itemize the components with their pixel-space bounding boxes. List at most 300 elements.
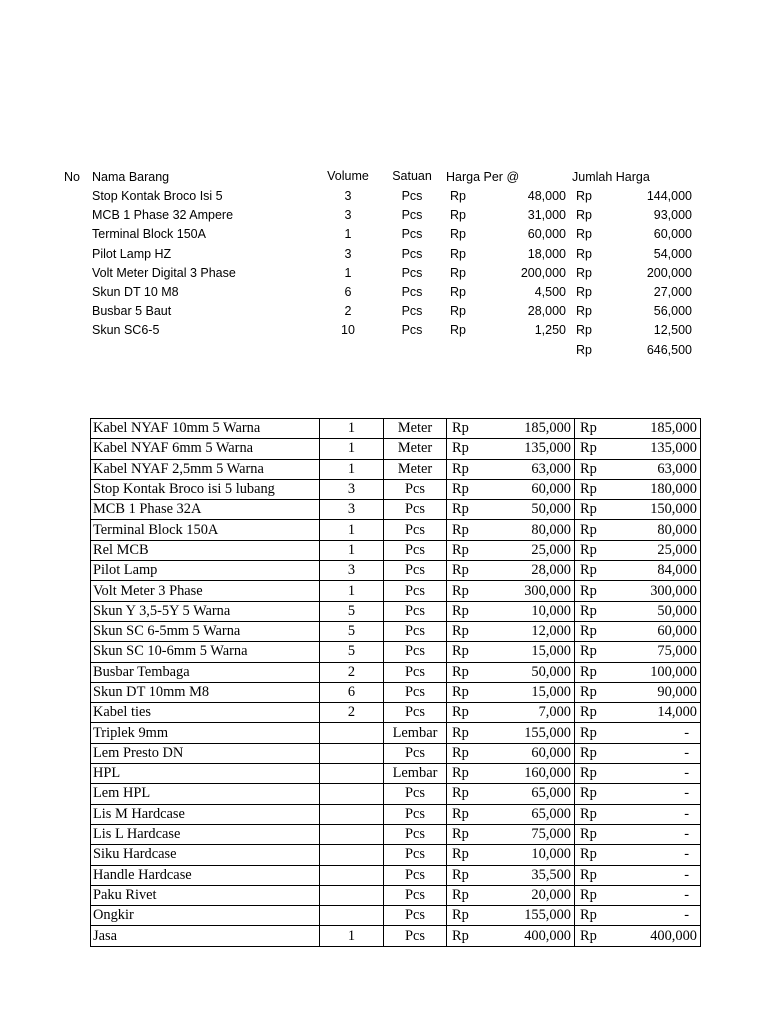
currency-label: Rp xyxy=(452,927,469,944)
price-amount: 400,000 xyxy=(524,927,571,944)
summary-item-volume: 10 xyxy=(341,323,355,338)
summary-item-price: 60,000 xyxy=(527,227,566,242)
item-price-cell xyxy=(447,500,575,520)
price-amount: 20,000 xyxy=(531,886,571,903)
item-name-cell: Kabel NYAF 10mm 5 Warna xyxy=(91,419,320,439)
summary-item-volume: 1 xyxy=(344,265,352,280)
total-amount: - xyxy=(684,826,689,843)
price-amount: 300,000 xyxy=(524,582,571,599)
item-unit-cell: Pcs xyxy=(384,621,447,641)
price-amount: 12,000 xyxy=(531,623,571,640)
total-amount: 63,000 xyxy=(657,460,697,477)
item-name-cell: Siku Hardcase xyxy=(91,845,320,865)
item-name-cell: Handle Hardcase xyxy=(91,865,320,885)
currency-label: Rp xyxy=(580,684,597,700)
currency-label: Rp xyxy=(580,541,597,558)
item-total-cell xyxy=(575,824,701,844)
item-unit-cell: Lembar xyxy=(384,723,447,743)
currency-label: Rp xyxy=(452,724,469,741)
price-amount: 155,000 xyxy=(524,724,571,741)
total-amount: 80,000 xyxy=(657,521,697,538)
currency-label: Rp xyxy=(580,623,597,640)
total-amount: 400,000 xyxy=(650,927,697,944)
currency-label: Rp xyxy=(580,907,597,924)
item-volume-cell: 6 xyxy=(320,682,384,702)
item-price-cell xyxy=(447,662,575,682)
currency-label: Rp xyxy=(580,521,597,538)
summary-item-unit: Pcs xyxy=(401,285,423,299)
summary-item-price: 200,000 xyxy=(520,265,566,280)
item-unit-cell: Meter xyxy=(384,459,447,479)
item-name-cell: Terminal Block 150A xyxy=(91,520,320,540)
total-amount: 50,000 xyxy=(657,602,697,619)
summary-currency-label: Rp xyxy=(576,208,592,223)
price-amount: 35,500 xyxy=(531,866,571,883)
item-name-cell: HPL xyxy=(91,764,320,784)
price-amount: 50,000 xyxy=(531,663,571,680)
currency-label: Rp xyxy=(452,846,469,863)
item-name-cell: MCB 1 Phase 32A xyxy=(91,500,320,520)
summary-item-name: Pilot Lamp HZ xyxy=(92,246,172,261)
price-amount: 185,000 xyxy=(524,420,571,437)
item-volume-cell xyxy=(320,764,384,784)
total-amount: - xyxy=(684,866,689,883)
table-row xyxy=(91,703,701,723)
total-amount: - xyxy=(684,907,689,924)
item-name-cell: Kabel ties xyxy=(91,703,320,723)
grand-total-currency: Rp xyxy=(576,342,592,357)
summary-item-total: 56,000 xyxy=(653,304,692,319)
item-volume-cell: 5 xyxy=(320,601,384,621)
price-amount: 80,000 xyxy=(531,521,571,538)
summary-item-name: Terminal Block 150A xyxy=(92,227,206,242)
item-price-cell xyxy=(447,885,575,905)
item-unit-cell: Pcs xyxy=(384,703,447,723)
table-row xyxy=(91,662,701,682)
item-unit-cell: Pcs xyxy=(384,581,447,601)
item-volume-cell: 3 xyxy=(320,500,384,520)
summary-item-unit: Pcs xyxy=(401,304,423,319)
summary-item-volume: 3 xyxy=(344,189,352,203)
item-total-cell xyxy=(575,784,701,804)
item-volume-cell xyxy=(320,723,384,743)
currency-label: Rp xyxy=(580,744,597,761)
table-row xyxy=(91,601,701,621)
summary-currency-label: Rp xyxy=(576,304,592,319)
table-row xyxy=(91,581,701,601)
table-row xyxy=(91,824,701,844)
currency-label: Rp xyxy=(452,684,469,700)
item-volume-cell xyxy=(320,743,384,763)
summary-currency-label: Rp xyxy=(450,265,466,280)
summary-currency-label: Rp xyxy=(450,285,466,299)
item-volume-cell: 3 xyxy=(320,479,384,499)
item-price-cell xyxy=(447,703,575,723)
table-row xyxy=(91,540,701,560)
currency-label: Rp xyxy=(580,846,597,863)
item-unit-cell: Pcs xyxy=(384,561,447,581)
item-price-cell xyxy=(447,581,575,601)
total-amount: 300,000 xyxy=(650,582,697,599)
item-name-cell: Volt Meter 3 Phase xyxy=(91,581,320,601)
item-name-cell: Skun Y 3,5-5Y 5 Warna xyxy=(91,601,320,621)
item-name-cell: Rel MCB xyxy=(91,540,320,560)
item-volume-cell: 2 xyxy=(320,662,384,682)
summary-item-volume: 6 xyxy=(344,285,352,299)
total-amount: - xyxy=(684,744,689,761)
price-amount: 15,000 xyxy=(531,684,571,700)
item-total-cell xyxy=(575,540,701,560)
currency-label: Rp xyxy=(580,501,597,518)
item-price-cell xyxy=(447,459,575,479)
price-amount: 28,000 xyxy=(531,562,571,579)
item-price-cell xyxy=(447,743,575,763)
item-total-cell xyxy=(575,500,701,520)
summary-item-total: 12,500 xyxy=(653,323,692,338)
price-amount: 75,000 xyxy=(531,826,571,843)
item-unit-cell: Pcs xyxy=(384,804,447,824)
currency-label: Rp xyxy=(452,562,469,579)
summary-item-total: 27,000 xyxy=(653,285,692,299)
total-amount: - xyxy=(684,886,689,903)
item-volume-cell xyxy=(320,865,384,885)
currency-label: Rp xyxy=(452,805,469,822)
total-amount: 185,000 xyxy=(650,420,697,437)
item-name-cell: Paku Rivet xyxy=(91,885,320,905)
summary-currency-label: Rp xyxy=(576,227,592,242)
item-total-cell xyxy=(575,581,701,601)
total-amount: 75,000 xyxy=(657,643,697,660)
currency-label: Rp xyxy=(452,501,469,518)
price-amount: 65,000 xyxy=(531,805,571,822)
item-unit-cell: Pcs xyxy=(384,500,447,520)
currency-label: Rp xyxy=(580,886,597,903)
price-amount: 50,000 xyxy=(531,501,571,518)
item-volume-cell: 5 xyxy=(320,642,384,662)
price-amount: 155,000 xyxy=(524,907,571,924)
summary-item-price: 31,000 xyxy=(527,208,566,223)
summary-item-price: 48,000 xyxy=(527,189,566,203)
total-amount: - xyxy=(684,724,689,741)
item-total-cell xyxy=(575,459,701,479)
item-price-cell xyxy=(447,439,575,459)
total-amount: 14,000 xyxy=(657,704,697,721)
summary-item-total: 200,000 xyxy=(646,265,692,280)
currency-label: Rp xyxy=(452,521,469,538)
summary-currency-label: Rp xyxy=(576,265,592,280)
summary-item-name: Busbar 5 Baut xyxy=(92,304,172,319)
item-total-cell xyxy=(575,621,701,641)
currency-label: Rp xyxy=(452,602,469,619)
summary-item-total: 60,000 xyxy=(653,227,692,242)
item-unit-cell: Pcs xyxy=(384,642,447,662)
item-unit-cell: Pcs xyxy=(384,662,447,682)
item-volume-cell xyxy=(320,804,384,824)
item-name-cell: Triplek 9mm xyxy=(91,723,320,743)
item-total-cell xyxy=(575,601,701,621)
currency-label: Rp xyxy=(580,440,597,457)
item-name-cell: Busbar Tembaga xyxy=(91,662,320,682)
total-amount: 90,000 xyxy=(657,684,697,700)
item-unit-cell: Pcs xyxy=(384,784,447,804)
item-volume-cell xyxy=(320,784,384,804)
table-row xyxy=(91,784,701,804)
currency-label: Rp xyxy=(452,785,469,802)
item-name-cell: Lis L Hardcase xyxy=(91,824,320,844)
table-row xyxy=(91,804,701,824)
currency-label: Rp xyxy=(580,866,597,883)
currency-label: Rp xyxy=(452,886,469,903)
item-unit-cell: Pcs xyxy=(384,479,447,499)
summary-currency-label: Rp xyxy=(450,189,466,203)
summary-item-name: Stop Kontak Broco Isi 5 xyxy=(92,189,223,203)
currency-label: Rp xyxy=(580,460,597,477)
item-unit-cell: Lembar xyxy=(384,764,447,784)
currency-label: Rp xyxy=(452,643,469,660)
item-name-cell: Pilot Lamp xyxy=(91,561,320,581)
item-volume-cell xyxy=(320,885,384,905)
currency-label: Rp xyxy=(452,663,469,680)
summary-item-price: 4,500 xyxy=(534,285,566,299)
table-row xyxy=(91,764,701,784)
item-name-cell: Skun SC 10-6mm 5 Warna xyxy=(91,642,320,662)
price-amount: 10,000 xyxy=(531,846,571,863)
currency-label: Rp xyxy=(452,582,469,599)
item-price-cell xyxy=(447,723,575,743)
currency-label: Rp xyxy=(580,785,597,802)
total-amount: 150,000 xyxy=(650,501,697,518)
summary-item-total: 93,000 xyxy=(653,208,692,223)
currency-label: Rp xyxy=(452,623,469,640)
item-name-cell: Skun DT 10mm M8 xyxy=(91,682,320,702)
summary-item-unit: Pcs xyxy=(401,208,423,223)
header-unit: Satuan xyxy=(392,169,432,183)
price-amount: 63,000 xyxy=(531,460,571,477)
currency-label: Rp xyxy=(580,643,597,660)
grand-total-value: 646,500 xyxy=(646,342,692,357)
item-volume-cell xyxy=(320,906,384,926)
item-unit-cell: Pcs xyxy=(384,540,447,560)
item-price-cell xyxy=(447,865,575,885)
detail-table xyxy=(90,418,701,947)
item-price-cell xyxy=(447,764,575,784)
item-total-cell xyxy=(575,439,701,459)
item-price-cell xyxy=(447,784,575,804)
item-name-cell: Stop Kontak Broco isi 5 lubang xyxy=(91,479,320,499)
item-price-cell xyxy=(447,540,575,560)
summary-item-name: Skun SC6-5 xyxy=(92,323,160,338)
item-unit-cell: Pcs xyxy=(384,926,447,946)
item-unit-cell: Pcs xyxy=(384,885,447,905)
item-volume-cell: 5 xyxy=(320,621,384,641)
item-volume-cell: 2 xyxy=(320,703,384,723)
item-price-cell xyxy=(447,845,575,865)
total-amount: 84,000 xyxy=(657,562,697,579)
currency-label: Rp xyxy=(452,744,469,761)
total-amount: - xyxy=(684,805,689,822)
item-volume-cell xyxy=(320,824,384,844)
currency-label: Rp xyxy=(580,582,597,599)
price-amount: 10,000 xyxy=(531,602,571,619)
item-total-cell xyxy=(575,419,701,439)
item-volume-cell: 1 xyxy=(320,520,384,540)
table-row xyxy=(91,459,701,479)
item-total-cell xyxy=(575,885,701,905)
item-unit-cell: Pcs xyxy=(384,520,447,540)
currency-label: Rp xyxy=(580,826,597,843)
summary-currency-label: Rp xyxy=(576,285,592,299)
item-name-cell: Kabel NYAF 2,5mm 5 Warna xyxy=(91,459,320,479)
table-row xyxy=(91,439,701,459)
price-amount: 15,000 xyxy=(531,643,571,660)
summary-currency-label: Rp xyxy=(450,227,466,242)
currency-label: Rp xyxy=(452,420,469,437)
item-unit-cell: Meter xyxy=(384,419,447,439)
item-price-cell xyxy=(447,642,575,662)
currency-label: Rp xyxy=(452,907,469,924)
item-total-cell xyxy=(575,703,701,723)
item-total-cell xyxy=(575,804,701,824)
summary-item-name: MCB 1 Phase 32 Ampere xyxy=(92,208,234,223)
table-row xyxy=(91,682,701,702)
item-total-cell xyxy=(575,642,701,662)
item-name-cell: Lem HPL xyxy=(91,784,320,804)
summary-currency-label: Rp xyxy=(576,189,592,203)
item-total-cell xyxy=(575,865,701,885)
item-price-cell xyxy=(447,926,575,946)
currency-label: Rp xyxy=(580,704,597,721)
price-amount: 135,000 xyxy=(524,440,571,457)
summary-item-price: 18,000 xyxy=(527,246,566,261)
summary-item-total: 54,000 xyxy=(653,246,692,261)
currency-label: Rp xyxy=(452,541,469,558)
item-volume-cell: 1 xyxy=(320,540,384,560)
item-name-cell: Skun SC 6-5mm 5 Warna xyxy=(91,621,320,641)
item-name-cell: Lis M Hardcase xyxy=(91,804,320,824)
item-total-cell xyxy=(575,845,701,865)
currency-label: Rp xyxy=(452,866,469,883)
item-unit-cell: Pcs xyxy=(384,682,447,702)
item-total-cell xyxy=(575,682,701,702)
table-row xyxy=(91,520,701,540)
item-total-cell xyxy=(575,520,701,540)
table-row xyxy=(91,845,701,865)
currency-label: Rp xyxy=(580,420,597,437)
item-volume-cell: 1 xyxy=(320,581,384,601)
currency-label: Rp xyxy=(580,805,597,822)
item-price-cell xyxy=(447,520,575,540)
table-row xyxy=(91,500,701,520)
currency-label: Rp xyxy=(452,481,469,498)
item-unit-cell: Meter xyxy=(384,439,447,459)
summary-item-name: Volt Meter Digital 3 Phase xyxy=(92,265,236,280)
item-name-cell: Kabel NYAF 6mm 5 Warna xyxy=(91,439,320,459)
item-price-cell xyxy=(447,682,575,702)
summary-item-unit: Pcs xyxy=(401,265,423,280)
summary-currency-label: Rp xyxy=(450,304,466,319)
header-name: Nama Barang xyxy=(92,170,170,184)
summary-currency-label: Rp xyxy=(576,246,592,261)
summary-currency-label: Rp xyxy=(450,208,466,223)
currency-label: Rp xyxy=(580,562,597,579)
item-unit-cell: Pcs xyxy=(384,845,447,865)
table-row xyxy=(91,621,701,641)
total-amount: 100,000 xyxy=(650,663,697,680)
currency-label: Rp xyxy=(452,765,469,782)
currency-label: Rp xyxy=(580,602,597,619)
summary-item-volume: 1 xyxy=(344,227,352,242)
price-amount: 60,000 xyxy=(531,481,571,498)
table-row xyxy=(91,906,701,926)
header-total: Jumlah Harga xyxy=(572,170,650,184)
item-volume-cell: 1 xyxy=(320,439,384,459)
summary-item-unit: Pcs xyxy=(401,227,423,242)
table-row xyxy=(91,642,701,662)
item-total-cell xyxy=(575,479,701,499)
summary-item-volume: 2 xyxy=(344,304,352,319)
total-amount: 25,000 xyxy=(657,541,697,558)
summary-currency-label: Rp xyxy=(450,246,466,261)
table-row xyxy=(91,419,701,439)
total-amount: - xyxy=(684,846,689,863)
summary-item-unit: Pcs xyxy=(401,189,423,203)
item-price-cell xyxy=(447,804,575,824)
currency-label: Rp xyxy=(580,724,597,741)
item-volume-cell xyxy=(320,845,384,865)
item-price-cell xyxy=(447,621,575,641)
item-unit-cell: Pcs xyxy=(384,906,447,926)
price-amount: 160,000 xyxy=(524,765,571,782)
summary-currency-label: Rp xyxy=(450,323,466,338)
summary-item-price: 28,000 xyxy=(527,304,566,319)
price-amount: 7,000 xyxy=(538,704,571,721)
summary-item-unit: Pcs xyxy=(401,323,423,338)
item-name-cell: Ongkir xyxy=(91,906,320,926)
total-amount: - xyxy=(684,785,689,802)
table-row xyxy=(91,723,701,743)
item-volume-cell: 1 xyxy=(320,926,384,946)
item-price-cell xyxy=(447,479,575,499)
currency-label: Rp xyxy=(452,440,469,457)
item-unit-cell: Pcs xyxy=(384,601,447,621)
currency-label: Rp xyxy=(580,481,597,498)
item-price-cell xyxy=(447,561,575,581)
item-total-cell xyxy=(575,662,701,682)
item-unit-cell: Pcs xyxy=(384,824,447,844)
item-total-cell xyxy=(575,906,701,926)
total-amount: 180,000 xyxy=(650,481,697,498)
item-volume-cell: 1 xyxy=(320,459,384,479)
price-amount: 65,000 xyxy=(531,785,571,802)
currency-label: Rp xyxy=(580,663,597,680)
header-no: No xyxy=(64,170,80,184)
item-total-cell xyxy=(575,723,701,743)
summary-item-total: 144,000 xyxy=(646,189,692,203)
header-price: Harga Per @ xyxy=(446,170,520,184)
item-price-cell xyxy=(447,601,575,621)
header-volume: Volume xyxy=(327,169,369,183)
currency-label: Rp xyxy=(452,460,469,477)
summary-currency-label: Rp xyxy=(576,323,592,338)
item-name-cell: Jasa xyxy=(91,926,320,946)
summary-item-price: 1,250 xyxy=(534,323,566,338)
item-price-cell xyxy=(447,419,575,439)
total-amount: 135,000 xyxy=(650,440,697,457)
price-amount: 25,000 xyxy=(531,541,571,558)
total-amount: 60,000 xyxy=(657,623,697,640)
item-total-cell xyxy=(575,561,701,581)
table-row xyxy=(91,885,701,905)
